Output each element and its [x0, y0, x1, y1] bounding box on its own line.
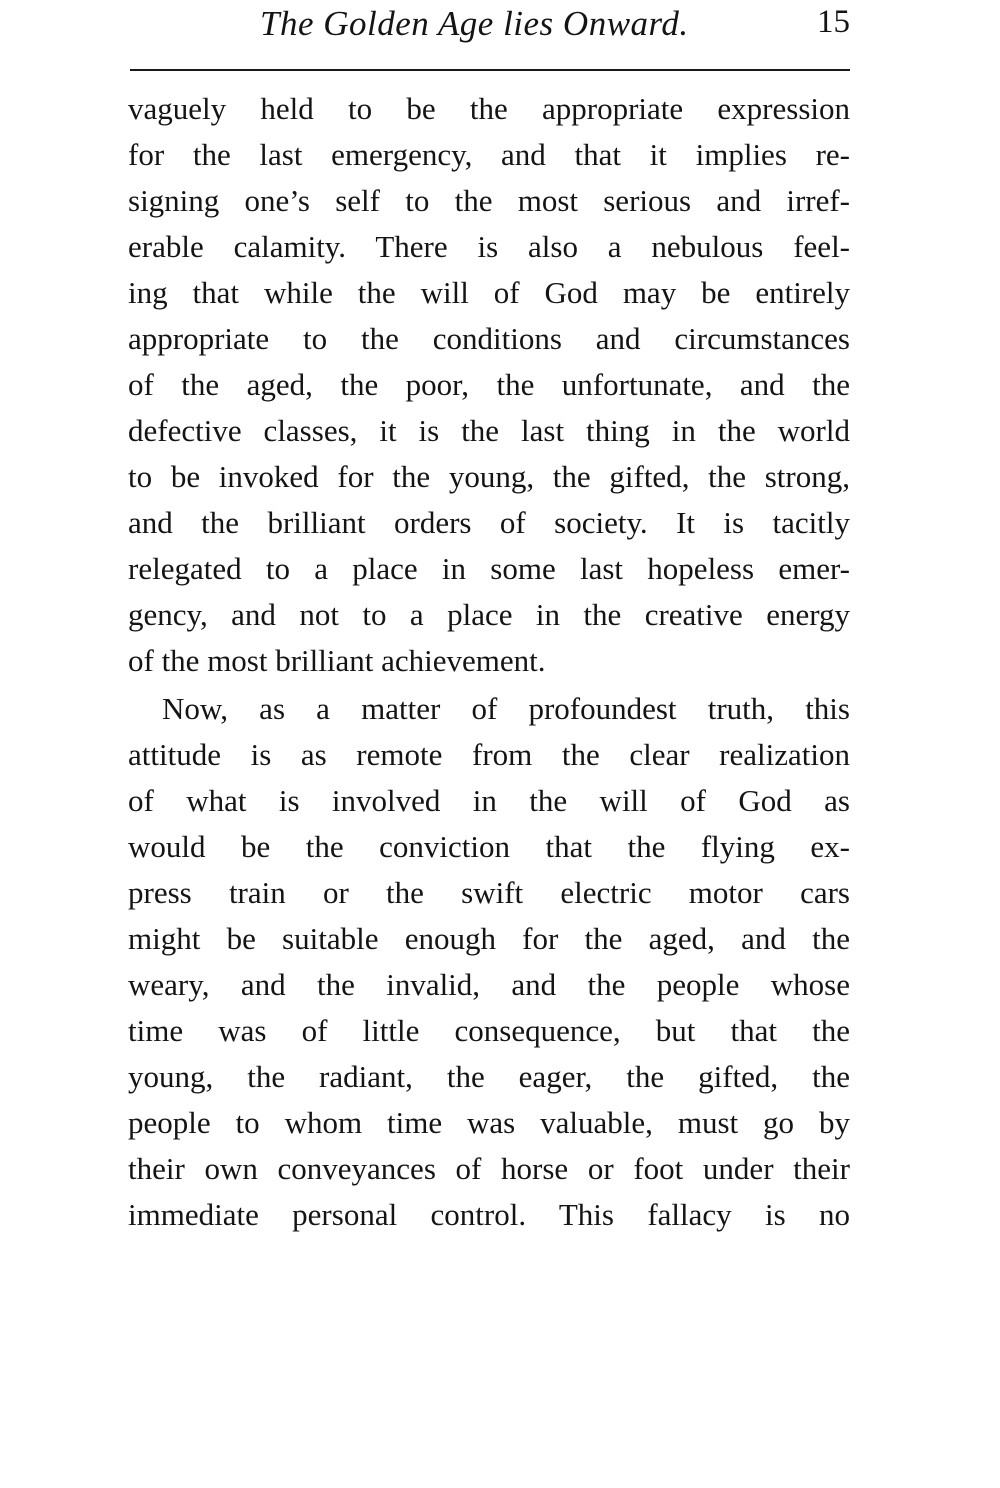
text-line: relegated to a place in some last hopeless emer- [128, 551, 850, 586]
text-line: Now, as a matter of profoundest truth, this [162, 691, 850, 726]
text-line: young, the radiant, the eager, the gifted, the [128, 1059, 850, 1094]
text-line: time was of little consequence, but that the [128, 1013, 850, 1048]
header-rule [130, 69, 850, 71]
paragraph-2 [128, 686, 850, 1238]
text-line: defective classes, it is the last thing in the world [128, 413, 850, 448]
text-line: press train or the swift electric motor cars [128, 875, 850, 910]
text-line: vaguely held to be the appropriate expression [128, 91, 850, 126]
text-line: people to whom time was valuable, must go by [128, 1105, 850, 1140]
text-line: erable calamity. There is also a nebulous feel- [128, 229, 850, 264]
text-line: ing that while the will of God may be entirely [128, 275, 850, 310]
text-line: would be the conviction that the flying ex- [128, 829, 850, 864]
text-line: and the brilliant orders of society. It is tacitly [128, 505, 850, 540]
text-line: might be suitable enough for the aged, and the [128, 921, 850, 956]
running-head [130, 4, 850, 52]
text-line: gency, and not to a place in the creative energy [128, 597, 850, 632]
text-line: attitude is as remote from the clear realization [128, 737, 850, 772]
text-line: of the aged, the poor, the unfortunate, and the [128, 367, 850, 402]
text-line: appropriate to the conditions and circumstances [128, 321, 850, 356]
text-line: of the most brilliant achievement. [128, 643, 546, 678]
body-text [128, 86, 850, 1238]
text-line: to be invoked for the young, the gifted, the strong, [128, 459, 850, 494]
text-line: for the last emergency, and that it implies re- [128, 137, 850, 172]
text-line: of what is involved in the will of God as [128, 783, 850, 818]
text-line: their own conveyances of horse or foot under their [128, 1151, 850, 1186]
text-line: signing one’s self to the most serious and irref- [128, 183, 850, 218]
running-title: The Golden Age lies Onward. [260, 4, 689, 43]
paragraph-1 [128, 86, 850, 684]
page-number: 15 [817, 4, 850, 40]
text-line: immediate personal control. This fallacy is no [128, 1197, 850, 1232]
text-line: weary, and the invalid, and the people whose [128, 967, 850, 1002]
